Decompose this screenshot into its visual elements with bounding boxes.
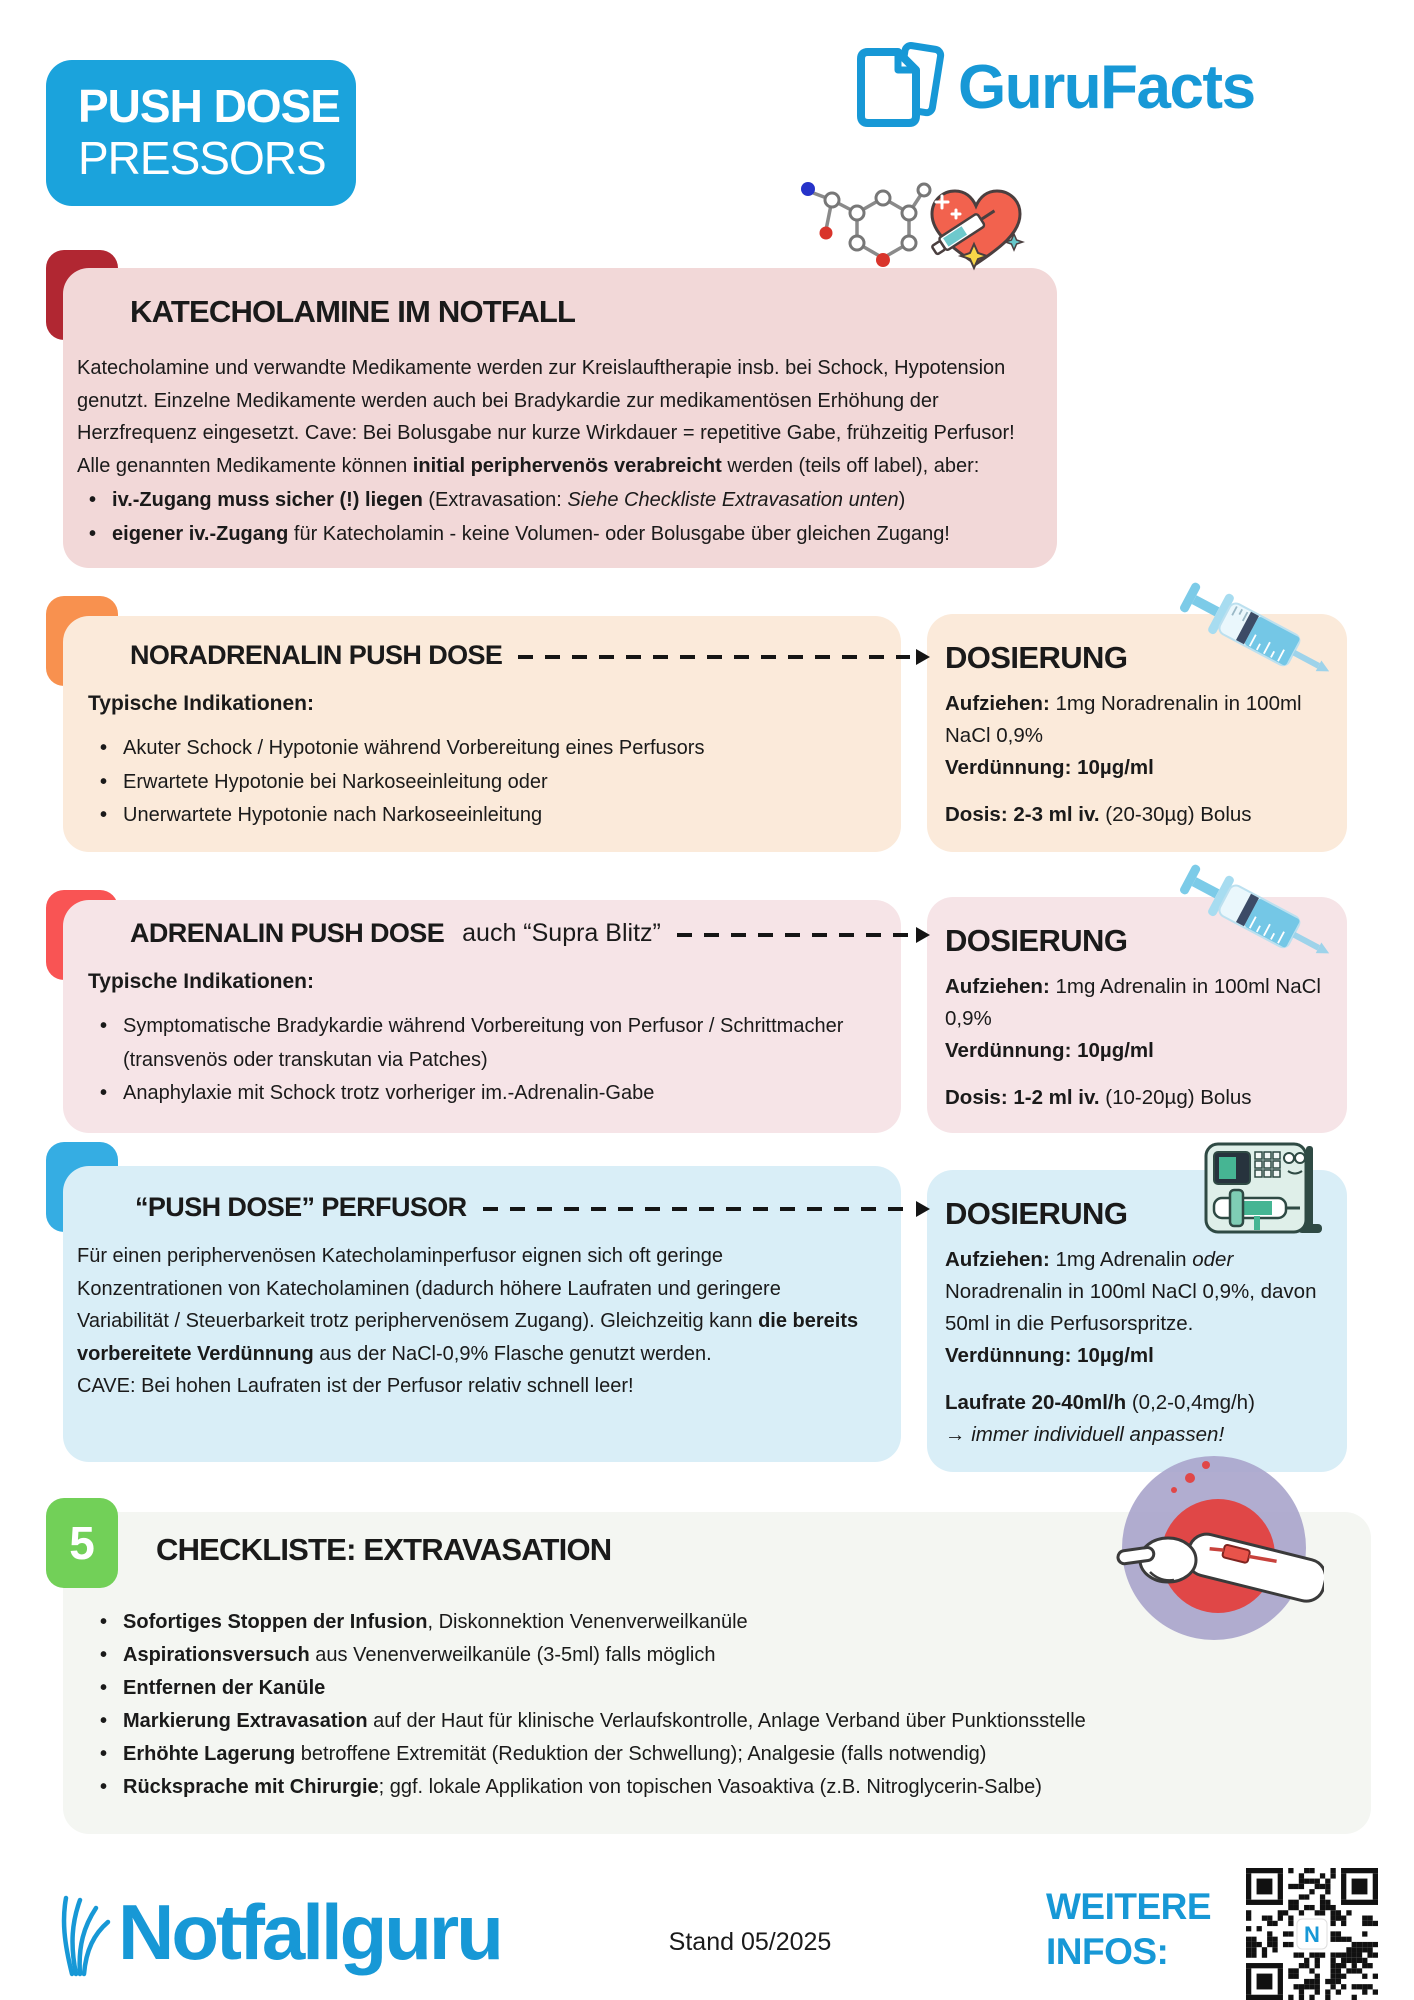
arrow-head-icon [916,1201,930,1217]
section1-intro [77,352,1045,551]
title-badge [46,60,356,206]
section4-aufziehen: Aufziehen: 1mg Adrenalin oder Noradrenalin in 100ml NaCl 0,9%, davon 50ml in die Perfusorspritze. Verdünnung: 10µg/ml [945,1248,1317,1367]
syringe-icon [1175,582,1340,691]
section3-indications-label: Typische Indikationen: [88,970,314,993]
arrow-head-icon [916,649,930,665]
list-item: • Anaphylaxie mit Schock trotz vorheriger im.-Adrenalin-Gabe [100,1082,655,1104]
list-item: • Markierung Extravasation auf der Haut für klinische Verlaufskontrolle, Anlage Verband über Punktionsstelle [100,1710,1086,1732]
arrow-head-icon [916,927,930,943]
list-item: • Akuter Schock / Hypotonie während Vorbereitung eines Perfusors [100,737,705,759]
syringe-pump-icon [1202,1140,1330,1245]
list-item: • iv.-Zugang muss sicher (!) liegen (Extravasation: Siehe Checkliste Extravasation unten) [89,489,906,511]
section3-subtitle: auch “Supra Blitz” [462,919,661,947]
section2-verduennung: Verdünnung: 10µg/ml [945,756,1154,779]
brand-name: GuruFacts [958,53,1255,122]
list-item: • Sofortiges Stoppen der Infusion, Diskonnektion Venenverweilkanüle [100,1611,748,1633]
molecule-icon [788,176,938,289]
footer-stand: Stand 05/2025 [668,1928,832,1956]
section2-aufziehen: Aufziehen: 1mg Noradrenalin in 100ml NaCl 0,9% Verdünnung: 10µg/ml [945,692,1302,779]
section1-intro-after: werden (teils off label), aber: [721,454,980,477]
page-title-line2: PRESSORS [78,132,326,184]
list-item: • Symptomatische Bradykardie während Vorbereitung von Perfusor / Schrittmacher (transvenös oder transkutan via Patches) [100,1015,844,1071]
syringe-icon [1175,864,1340,973]
section1-title: KATECHOLAMINE IM NOTFALL [130,294,576,329]
section2-title: NORADRENALIN PUSH DOSE [130,640,503,670]
qr-center-letter: N [1304,1922,1320,1947]
section2-indications-label: Typische Indikationen: [88,692,314,715]
section3-verduennung: Verdünnung: 10µg/ml [945,1039,1154,1062]
dashed-arrow [677,933,910,937]
section2-dosing-title: DOSIERUNG [945,640,1128,675]
hand-fan-icon [58,1882,114,1983]
section3-aufziehen: Aufziehen: 1mg Adrenalin in 100ml NaCl 0,9% Verdünnung: 10µg/ml [945,975,1321,1062]
section1-bullet-list [77,484,1045,551]
section4-laufrate: Laufrate 20-40ml/h (0,2-0,4mg/h) → immer individuell anpassen! [945,1391,1255,1446]
section4-verduennung: Verdünnung: 10µg/ml [945,1344,1154,1367]
dashed-arrow [483,1207,910,1211]
section1-intro-bold: initial periphervenös verabreicht [412,454,722,477]
section3-heading-row [130,918,930,949]
section3-dosing-title: DOSIERUNG [945,923,1128,958]
section5-number: 5 [69,1517,95,1569]
list-item: • Erhöhte Lagerung betroffene Extremität (Reduktion der Schwellung); Analgesie (falls notwendig) [100,1743,987,1765]
list-item: • Entfernen der Kanüle [100,1677,326,1699]
footer-brand-name: Notfallguru [118,1888,501,1976]
section2-heading-row [130,640,930,671]
section4-title: “PUSH DOSE” PERFUSOR [135,1192,467,1222]
qr-code [1246,1868,1378,2000]
list-item: • Aspirationsversuch aus Venenverweilkanüle (3-5ml) falls möglich [100,1644,716,1666]
brand-logo [854,42,1255,133]
section3-title: ADRENALIN PUSH DOSE [130,918,445,948]
section5-title: CHECKLISTE: EXTRAVASATION [156,1532,612,1567]
footer-weitere-infos: WEITERE INFOS: [1046,1886,1212,1972]
section2-indication-list [88,732,858,833]
section3-indication-list [88,1010,848,1111]
section5-number-badge [46,1498,118,1588]
list-item: • Unerwartete Hypotonie nach Narkoseeinleitung [100,804,543,826]
section3-dosis: Dosis: 1-2 ml iv. (10-20µg) Bolus [945,1086,1252,1109]
list-item: • Erwartete Hypotonie bei Narkoseeinleitung oder [100,770,548,793]
section4-heading-row [135,1192,930,1223]
footer-brand [58,1882,501,1983]
list-item: • Rücksprache mit Chirurgie; ggf. lokale Applikation von topischen Vasoaktiva (z.B. Nitroglycerin-Salbe) [100,1776,1042,1798]
list-item: • eigener iv.-Zugang für Katecholamin - keine Volumen- oder Bolusgabe über gleichen Zugang! [89,522,950,545]
dashed-arrow [518,655,910,659]
page-title-line1: PUSH DOSE [78,80,340,132]
section1-intro-text: Katecholamine und verwandte Medikamente werden zur Kreislauftherapie insb. bei Schock, Hypotension genutzt. Einzelne Medikamente werden auch bei Bradykardie zur medikamentösen Erhöhung der Herzfrequenz eingesetzt. Cave: Bei Bolusgabe nur kurze Wirkdauer = repetitive Gabe, frühzeitig Perfusor! Alle genannten Medikamente können [77,357,1015,477]
section4-body: Für einen periphervenösen Katecholaminperfusor eignen sich oft geringe Konzentrationen von Katecholaminen (dadurch höhere Laufraten und geringere Variabilität / Steuerbarkeit trotz periphervenösem Zugang). Gleichzeitig kann die bereits vorbereitete Verdünnung aus der NaCl-0,9% Flasche genutzt werden. CAVE: Bei hohen Laufraten ist der Perfusor relativ schnell leer! [77,1245,859,1397]
heart-syringe-sticker-icon [922,184,1030,279]
section4-dosing-title: DOSIERUNG [945,1196,1128,1231]
section2-dosis: Dosis: 2-3 ml iv. (20-30µg) Bolus [945,803,1252,826]
document-pages-icon [854,42,950,133]
section4-cave: CAVE: Bei hohen Laufraten ist der Perfusor relativ schnell leer! [77,1375,634,1397]
section5-checklist [88,1606,1278,1804]
section4-laufrate-note: → immer individuell anpassen! [945,1423,1225,1446]
